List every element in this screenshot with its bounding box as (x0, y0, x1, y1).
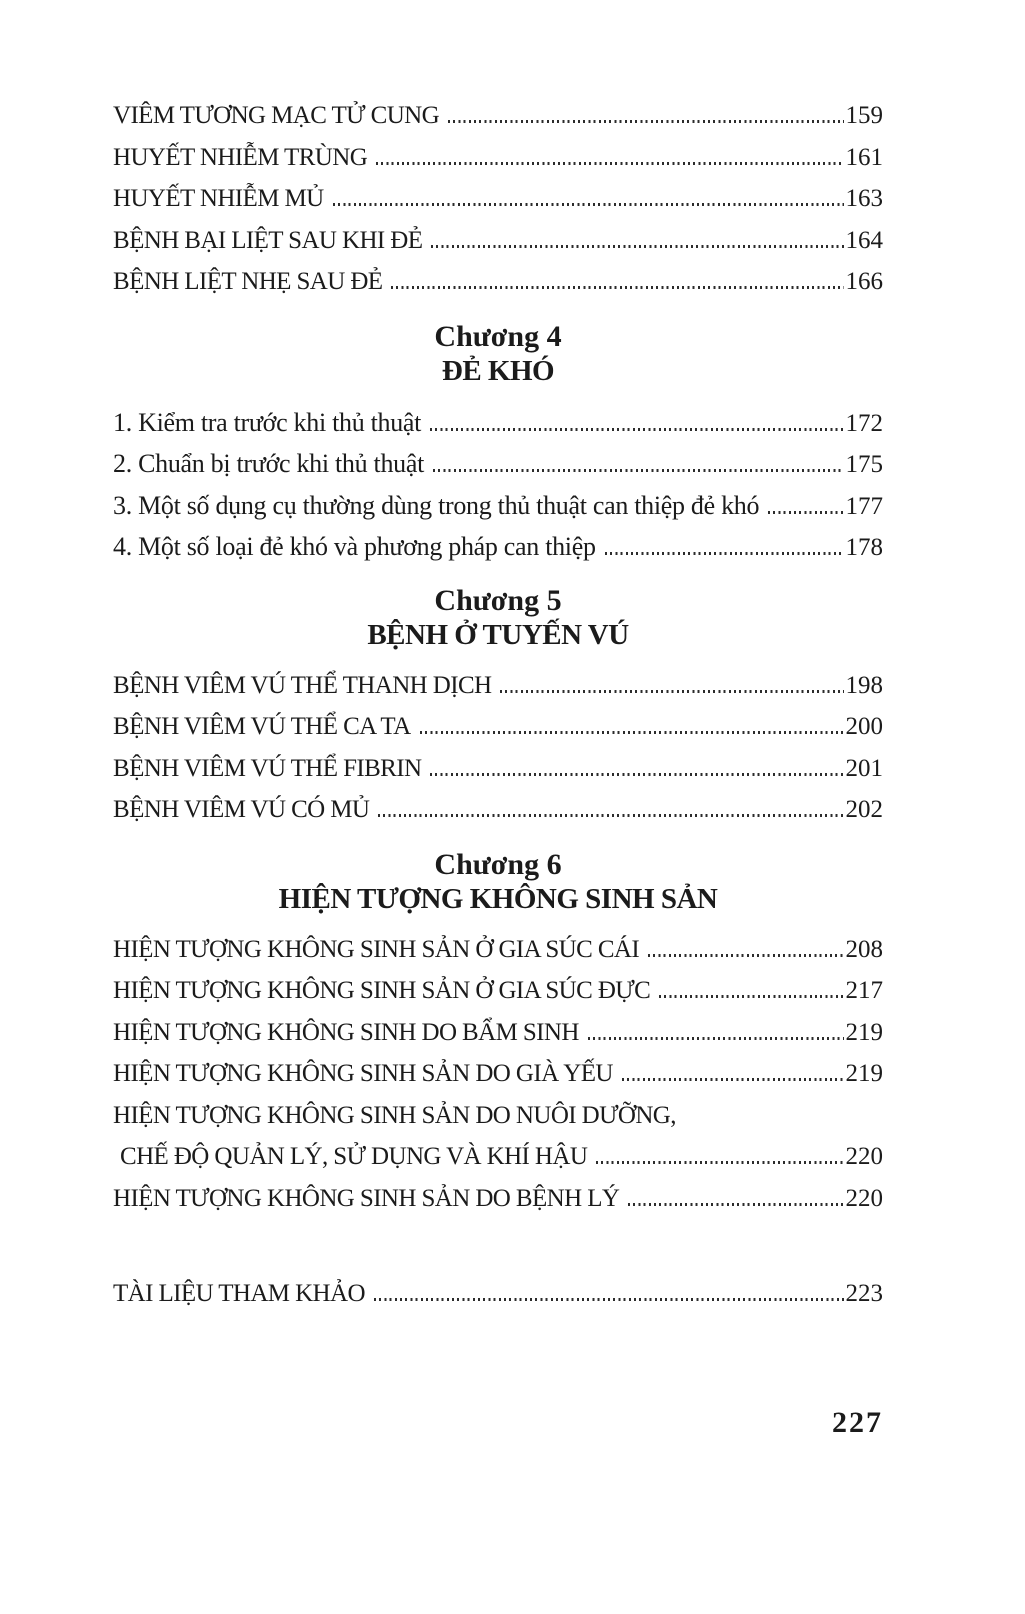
toc-entry (113, 268, 883, 310)
toc-entry-page: 219 (845, 1018, 883, 1046)
toc-entry (113, 102, 883, 144)
toc-entry (113, 755, 883, 797)
toc-entry-label: HUYẾT NHIỄM MỦ (113, 185, 324, 212)
toc-entry-label: HIỆN TƯỢNG KHÔNG SINH SẢN DO GIÀ YẾU (113, 1060, 613, 1087)
toc-entry-label: BỆNH VIÊM VÚ THỂ THANH DỊCH (113, 671, 492, 699)
toc-entry-label: 4. Một số loại đẻ khó và phương pháp can thiệp (113, 532, 596, 561)
toc-entry-label: HIỆN TƯỢNG KHÔNG SINH SẢN Ở GIA SÚC ĐỰC (113, 977, 651, 1004)
dot-leader (768, 511, 843, 514)
dot-leader (333, 203, 844, 206)
toc-entry-page: 223 (845, 1280, 883, 1307)
dot-leader (588, 1037, 844, 1040)
toc-entry-label: HUYẾT NHIỄM TRÙNG (113, 143, 368, 171)
dot-leader (659, 995, 843, 998)
toc-entry (113, 1019, 883, 1061)
toc-entry-page: 220 (845, 1184, 883, 1212)
toc-entry (113, 408, 883, 450)
toc-entry (113, 936, 883, 978)
dot-leader (430, 773, 843, 776)
dot-leader (500, 690, 843, 693)
dot-leader (378, 814, 843, 817)
chapter-number: Chương 5 (434, 583, 562, 617)
chapter-title: HIỆN TƯỢNG KHÔNG SINH SẢN (278, 882, 718, 915)
dot-leader (391, 286, 843, 289)
dot-leader (648, 954, 843, 957)
toc-entry (113, 227, 883, 269)
toc-entry-label: VIÊM TƯƠNG MẠC TỬ CUNG (113, 102, 440, 129)
chapter-heading (113, 319, 883, 389)
toc-entry (113, 1185, 883, 1227)
toc-entry (113, 1060, 883, 1102)
dot-leader (376, 162, 843, 165)
chapter-number: Chương 6 (434, 847, 562, 881)
chapter-heading (113, 847, 883, 917)
chapter-heading (113, 583, 883, 653)
toc-entry (113, 144, 883, 186)
toc-entry-page: 163 (845, 185, 883, 212)
toc-entry-label: CHẾ ĐỘ QUẢN LÝ, SỬ DỤNG VÀ KHÍ HẬU (120, 1143, 588, 1170)
dot-leader (596, 1161, 843, 1164)
toc-entry-label: 3. Một số dụng cụ thường dùng trong thủ thuật can thiệp đẻ khó (113, 490, 760, 520)
toc-entry (113, 672, 883, 714)
toc-entry-page: 164 (845, 226, 883, 254)
toc-entry (113, 713, 883, 755)
toc-entry-page: 202 (845, 796, 883, 823)
dot-leader (433, 469, 843, 472)
dot-leader (622, 1078, 844, 1081)
toc-entry-page: 200 (845, 713, 883, 740)
toc-entry (113, 532, 883, 574)
toc-entry-page: 159 (845, 102, 883, 129)
toc-entry (113, 796, 883, 838)
dot-leader (431, 245, 843, 248)
toc-entry-label: 2. Chuẩn bị trước khi thủ thuật (113, 449, 425, 478)
toc-entry-page: 172 (845, 409, 883, 437)
toc-entry-page: 208 (845, 935, 883, 963)
toc-entry-page: 178 (845, 534, 883, 561)
toc-entry (113, 185, 883, 227)
toc-entry (113, 491, 883, 533)
toc-entry-page: 175 (845, 451, 883, 478)
toc-entry-page: 217 (845, 977, 883, 1004)
toc-entry-label: HIỆN TƯỢNG KHÔNG SINH SẢN DO NUÔI DƯỠNG, (113, 1101, 676, 1129)
toc-entry-page: 177 (845, 492, 883, 520)
toc-entry-label: HIỆN TƯỢNG KHÔNG SINH DO BẨM SINH (113, 1018, 579, 1046)
toc-entry-label: HIỆN TƯỢNG KHÔNG SINH SẢN DO BỆNH LÝ (113, 1184, 620, 1212)
toc-entry-page: 219 (845, 1060, 883, 1087)
page-number: 227 (832, 1406, 883, 1439)
toc-entry (113, 1143, 883, 1185)
dot-leader (448, 120, 843, 123)
chapter-title: ĐẺ KHÓ (441, 354, 555, 387)
toc-entry-label: 1. Kiểm tra trước khi thủ thuật (113, 407, 422, 437)
toc-entry (113, 977, 883, 1019)
dot-leader (420, 731, 844, 734)
toc-entry-label: BỆNH BẠI LIỆT SAU KHI ĐẺ (113, 226, 423, 254)
chapter-number: Chương 4 (434, 319, 562, 353)
toc-entry (113, 1102, 883, 1144)
toc-entry-label: TÀI LIỆU THAM KHẢO (113, 1280, 365, 1307)
toc-entry-page: 201 (845, 754, 883, 782)
toc-entry-label: BỆNH LIỆT NHẸ SAU ĐẺ (113, 268, 383, 295)
dot-leader (374, 1298, 844, 1301)
toc-entry-label: HIỆN TƯỢNG KHÔNG SINH SẢN Ở GIA SÚC CÁI (113, 935, 640, 963)
toc-entry-page: 161 (845, 143, 883, 171)
table-of-contents (113, 102, 883, 1322)
toc-entry-page: 220 (845, 1143, 883, 1170)
toc-entry-label: BỆNH VIÊM VÚ THỂ FIBRIN (113, 754, 422, 782)
toc-entry (113, 449, 883, 491)
toc-entry-page: 198 (845, 671, 883, 699)
toc-entry-page: 166 (845, 268, 883, 295)
dot-leader (430, 428, 843, 431)
dot-leader (605, 552, 844, 555)
toc-entry (113, 1280, 883, 1322)
toc-entry-label: BỆNH VIÊM VÚ THỂ CA TA (113, 713, 411, 740)
toc-entry-label: BỆNH VIÊM VÚ CÓ MỦ (113, 796, 370, 823)
chapter-title: BỆNH Ở TUYẾN VÚ (367, 618, 629, 651)
dot-leader (628, 1203, 843, 1206)
